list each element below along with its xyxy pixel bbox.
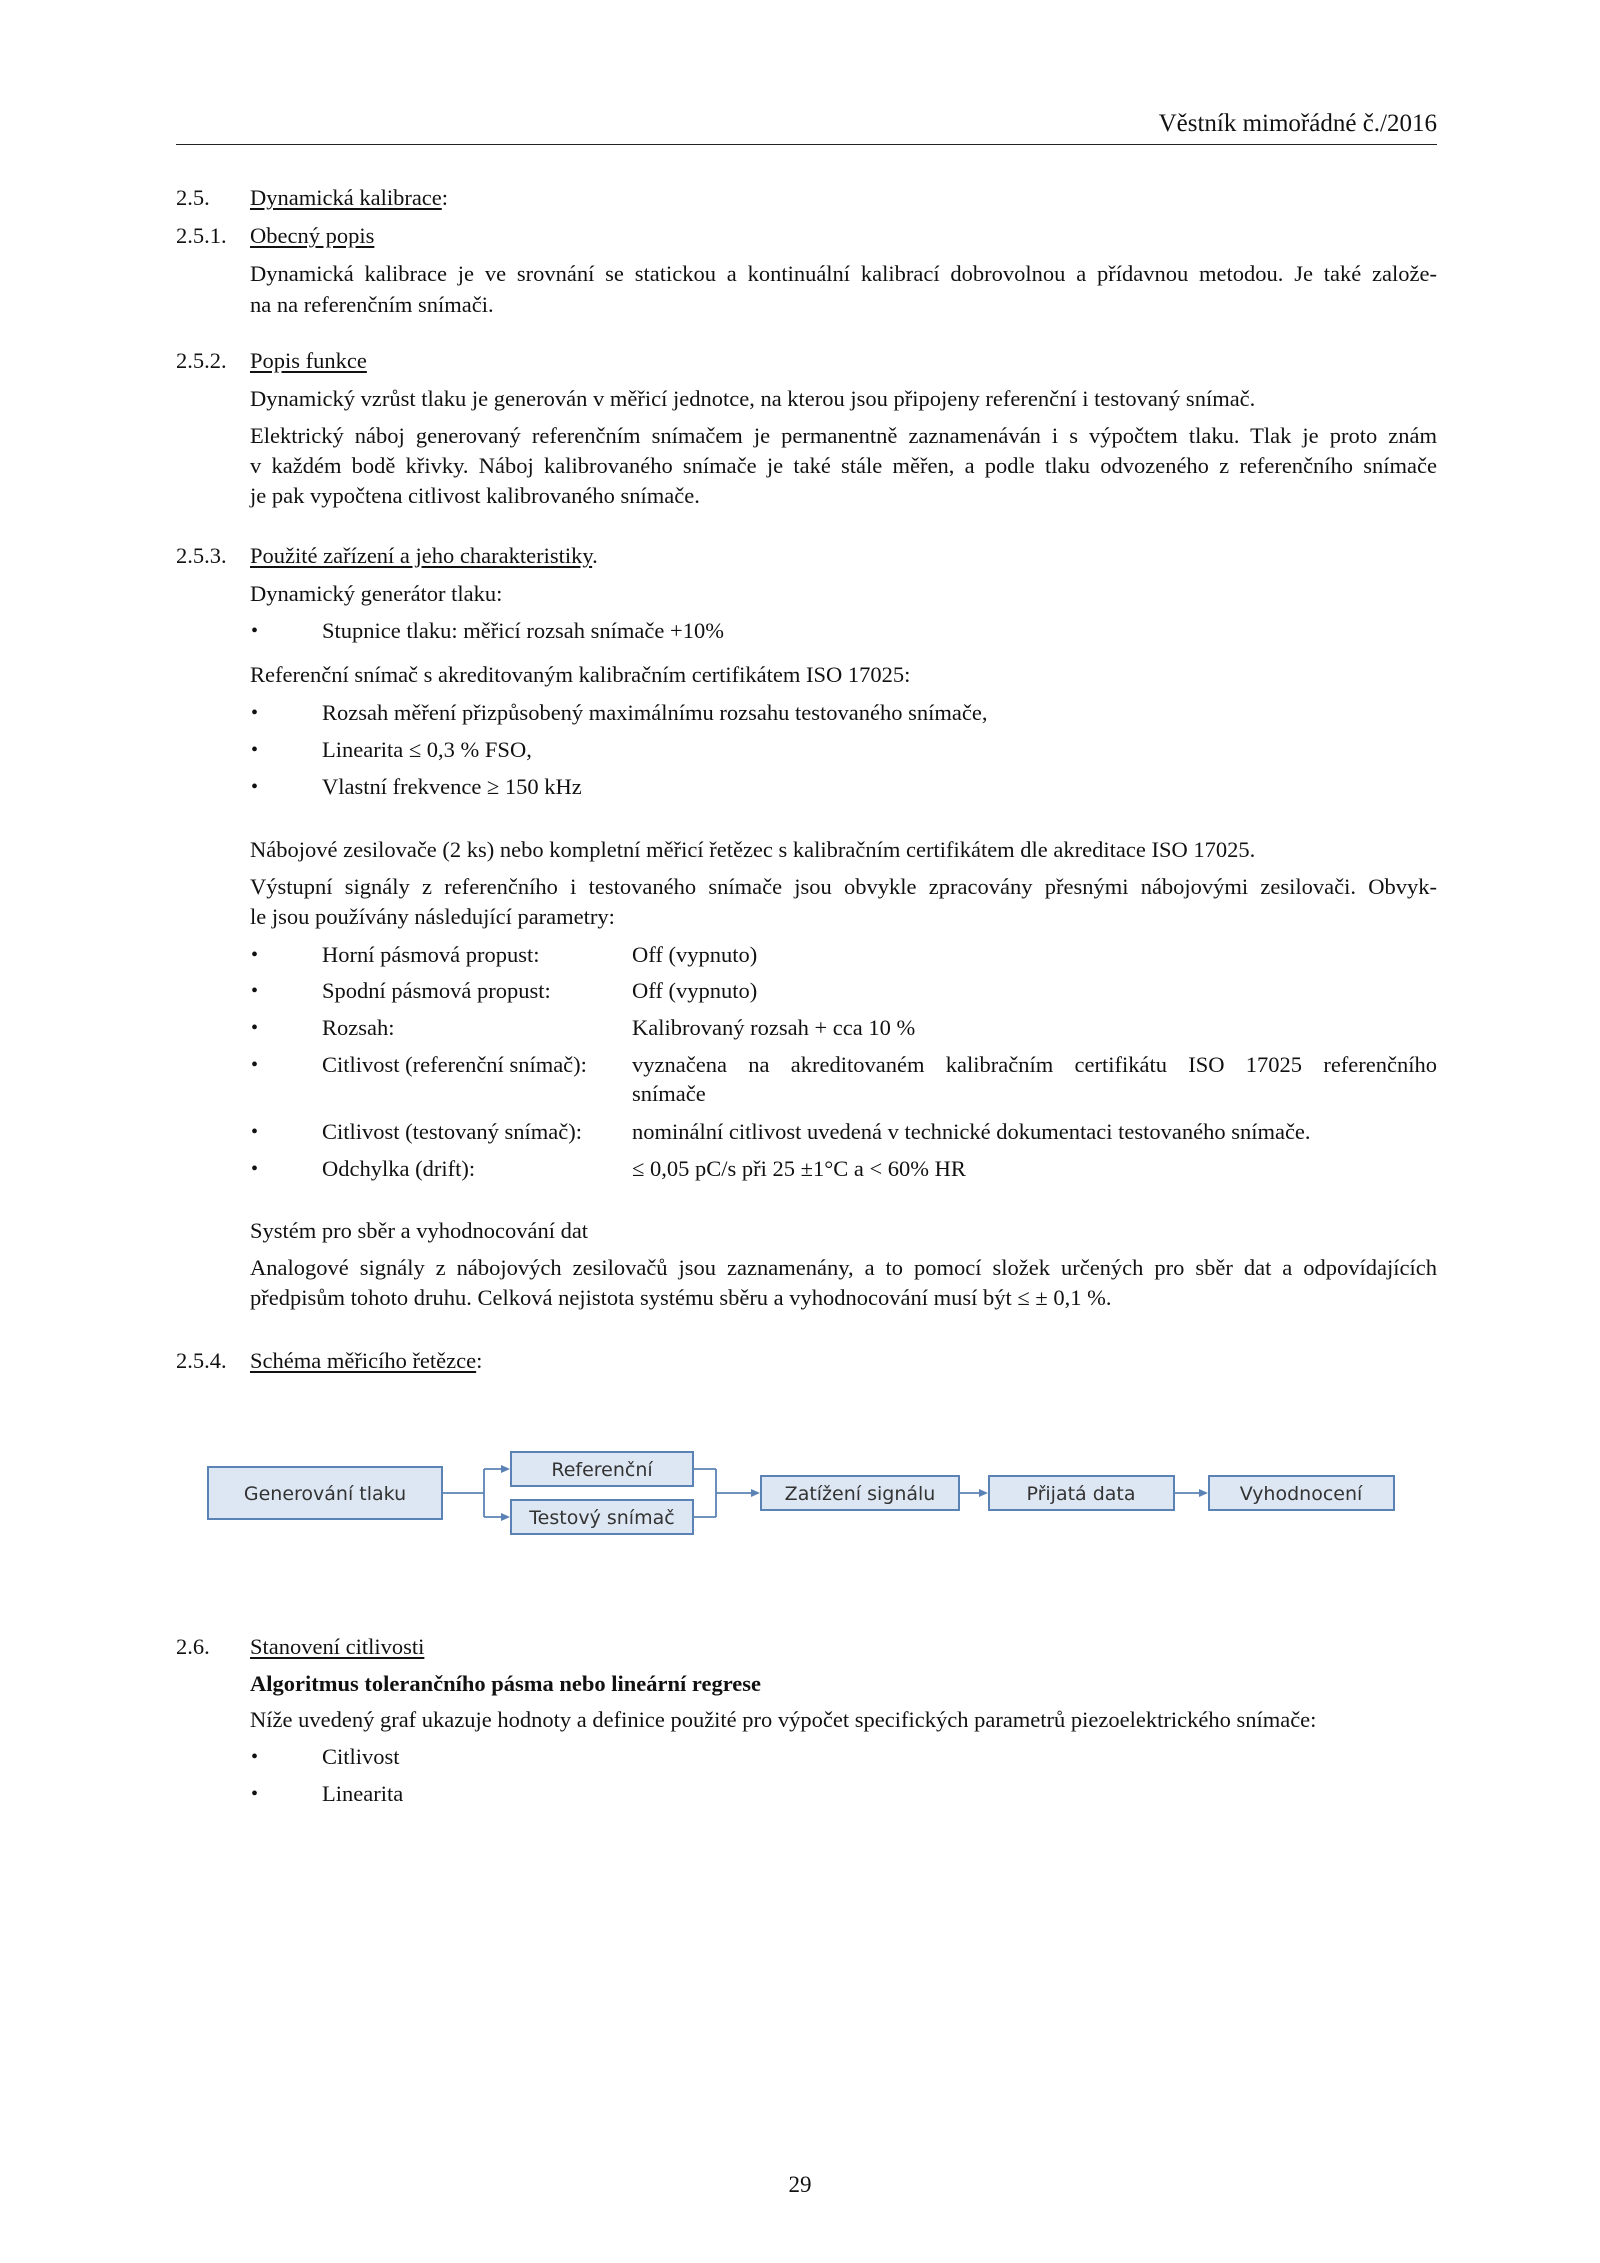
- subsection-label: Dynamický generátor tlaku:: [250, 581, 503, 606]
- box-label: Přijatá data: [1026, 1483, 1136, 1505]
- page-number: 29: [788, 2172, 812, 2197]
- list-item: Linearita: [322, 1781, 404, 1806]
- paragraph-line: je pak vypočtena citlivost kalibrovaného snímače.: [250, 483, 700, 508]
- section-title: Dynamická kalibrace: [250, 185, 442, 210]
- bullet: •: [251, 739, 259, 761]
- box-label: Generování tlaku: [243, 1483, 407, 1505]
- paragraph-line: na na referenčním snímači.: [250, 292, 494, 317]
- param-value: Off (vypnuto): [632, 942, 758, 967]
- param-label: Citlivost (testovaný snímač):: [322, 1119, 582, 1144]
- paragraph-line: Výstupní signály z referenčního i testovaného snímače jsou obvykle zpracovány přesnými nábojovými zesilovači. Obvyk-: [250, 874, 1437, 899]
- section-title: Stanovení citlivosti: [250, 1634, 425, 1659]
- param-value-continued: snímače: [632, 1081, 706, 1106]
- paragraph-line: předpisům tohoto druhu. Celková nejistota systému sběru a vyhodnocování musí být ≤ ± 0,1 %.: [250, 1285, 1112, 1310]
- bullet: •: [251, 1121, 259, 1143]
- box-generovani-tlaku: [208, 1467, 442, 1519]
- paragraph-line: Nábojové zesilovače (2 ks) nebo kompletní měřicí řetězec s kalibračním certifikátem dle akreditace ISO 17025.: [250, 837, 1256, 862]
- list-item: Linearita ≤ 0,3 % FSO,: [322, 737, 532, 762]
- list-item: Citlivost: [322, 1744, 400, 1769]
- param-label: Horní pásmová propust:: [322, 942, 540, 967]
- section-title: Obecný popis: [250, 223, 375, 248]
- bullet: •: [251, 980, 259, 1002]
- box-label: Referenční: [551, 1459, 653, 1481]
- subsection-label: Systém pro sběr a vyhodnocování dat: [250, 1218, 589, 1243]
- section-title: Použité zařízení a jeho charakteristiky: [250, 543, 593, 568]
- section-heading: [250, 183, 448, 213]
- measuring-chain-diagram: [200, 1440, 1400, 1550]
- section-heading: [250, 1346, 482, 1376]
- box-testovy-snimac: [511, 1500, 693, 1534]
- heading-colon: :: [476, 1348, 483, 1373]
- bullet: •: [251, 776, 259, 798]
- bold-subtitle: Algoritmus tolerančního pásma nebo lineární regrese: [250, 1671, 762, 1696]
- bullet: •: [251, 702, 259, 724]
- running-header: Věstník mimořádné č./2016: [176, 110, 1437, 145]
- section-number: 2.6.: [176, 1634, 210, 1659]
- section-number: 2.5.: [176, 185, 210, 210]
- param-value: nominální citlivost uvedená v technické dokumentaci testovaného snímače.: [632, 1119, 1311, 1144]
- bullet: •: [251, 1783, 259, 1805]
- bullet: •: [251, 1017, 259, 1039]
- subsection-label: Referenční snímač s akreditovaným kalibračním certifikátem ISO 17025:: [250, 662, 911, 687]
- section-heading: [250, 541, 598, 571]
- bullet: •: [251, 1054, 259, 1076]
- heading-period: .: [592, 543, 598, 568]
- paragraph-line: Dynamický vzrůst tlaku je generován v měřicí jednotce, na kterou jsou připojeny referenční i testovaný snímač.: [250, 386, 1256, 411]
- paragraph-line: Níže uvedený graf ukazuje hodnoty a definice použité pro výpočet specifických parametrů piezoelektrického snímače:: [250, 1707, 1317, 1732]
- bullet: •: [251, 620, 259, 642]
- paragraph-line: le jsou používány následující parametry:: [250, 904, 615, 929]
- param-label: Rozsah:: [322, 1015, 395, 1040]
- box-referencni: [511, 1452, 693, 1486]
- box-prijata-data: [989, 1476, 1174, 1510]
- box-label: Testový snímač: [529, 1507, 675, 1529]
- box-label: Zatížení signálu: [784, 1483, 936, 1505]
- param-label: Citlivost (referenční snímač):: [322, 1052, 587, 1077]
- param-label: Spodní pásmová propust:: [322, 978, 551, 1003]
- section-number: 2.5.2.: [176, 348, 227, 373]
- section-title: Popis funkce: [250, 348, 367, 373]
- section-number: 2.5.1.: [176, 223, 227, 248]
- bullet: •: [251, 1746, 259, 1768]
- paragraph-line: v každém bodě křivky. Náboj kalibrovaného snímače je také stále měřen, a podle tlaku odvozeného z referenčního snímače: [250, 453, 1437, 478]
- paragraph-line: Elektrický náboj generovaný referenčním snímačem je permanentně zaznamenáván i s výpočtem tlaku. Tlak je proto znám: [250, 423, 1437, 448]
- heading-colon: :: [441, 185, 449, 210]
- paragraph-line: Dynamická kalibrace je ve srovnání se statickou a kontinuální kalibrací dobrovolnou a přídavnou metodou. Je také založe-: [250, 261, 1437, 286]
- list-item: Rozsah měření přizpůsobený maximálnímu rozsahu testovaného snímače,: [322, 700, 988, 725]
- section-title: Schéma měřicího řetězce: [250, 1348, 477, 1373]
- param-value: ≤ 0,05 pC/s při 25 ±1°C a < 60% HR: [632, 1156, 966, 1181]
- box-vyhodnoceni: [1209, 1476, 1394, 1510]
- box-label: Vyhodnocení: [1239, 1483, 1363, 1505]
- list-item: Stupnice tlaku: měřicí rozsah snímače +10%: [322, 618, 724, 643]
- paragraph-line: Analogové signály z nábojových zesilovačů jsou zaznamenány, a to pomocí složek určených pro sběr dat a odpovídajících: [250, 1255, 1437, 1280]
- list-item: Vlastní frekvence ≥ 150 kHz: [322, 774, 582, 799]
- section-number: 2.5.4.: [176, 1348, 227, 1373]
- box-zatizeni-signalu: [761, 1476, 959, 1510]
- param-value: vyznačena na akreditovaném kalibračním certifikátu ISO 17025 referenčního: [632, 1052, 1437, 1077]
- param-value: Kalibrovaný rozsah + cca 10 %: [632, 1015, 916, 1040]
- bullet: •: [251, 1158, 259, 1180]
- param-label: Odchylka (drift):: [322, 1156, 476, 1181]
- section-number: 2.5.3.: [176, 543, 227, 568]
- bullet: •: [251, 944, 259, 966]
- param-value: Off (vypnuto): [632, 978, 758, 1003]
